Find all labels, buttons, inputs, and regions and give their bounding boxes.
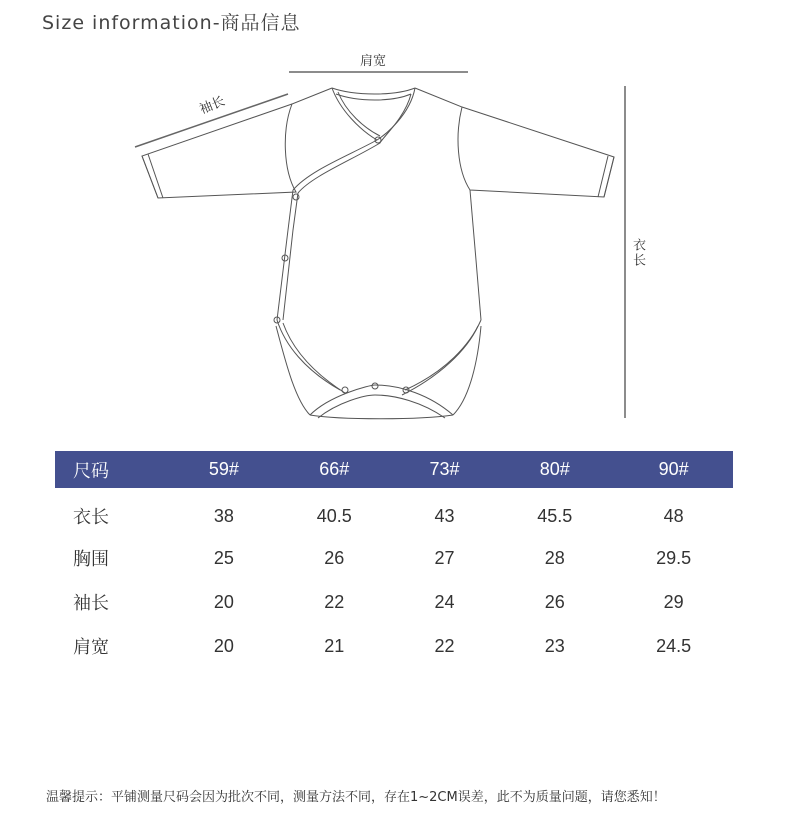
table-row (55, 488, 733, 536)
table-cell: 20 (213, 591, 234, 612)
table-cell: 29.5 (656, 547, 692, 568)
table-cell: 45.5 (537, 505, 573, 526)
row-label: 袖长 (73, 593, 109, 613)
table-cell: 23 (544, 635, 565, 656)
row-label: 衣长 (73, 507, 109, 527)
table-row (55, 536, 733, 580)
header-cell: 80# (539, 459, 570, 479)
table-cell: 20 (213, 635, 234, 656)
measurement-note: 温馨提示：平铺测量尺码会因为批次不同，测量方法不同，存在1~2CM误差，此不为质量问题，请您悉知！ (46, 790, 666, 805)
table-cell: 28 (544, 547, 565, 568)
size-table (55, 451, 733, 668)
table-cell: 25 (213, 547, 234, 568)
header-cell-size: 尺码 (73, 460, 109, 481)
table-cell: 26 (324, 547, 345, 568)
table-cell: 48 (663, 505, 684, 526)
table-row (55, 624, 733, 668)
table-cell: 26 (544, 591, 565, 612)
size-table-header (55, 451, 733, 488)
table-cell: 24.5 (656, 635, 692, 656)
sleeve-length-label: 袖长 (197, 93, 228, 118)
header-cell: 73# (429, 459, 460, 479)
bodysuit-diagram (0, 40, 790, 440)
table-cell: 22 (324, 591, 345, 612)
table-row (55, 580, 733, 624)
header-cell: 90# (658, 459, 689, 479)
row-label: 肩宽 (73, 637, 109, 657)
page-title: Size information-商品信息 (42, 12, 301, 34)
row-label: 胸围 (73, 549, 109, 569)
header-cell: 66# (319, 459, 350, 479)
table-cell: 22 (434, 635, 455, 656)
shoulder-width-label: 肩宽 (360, 54, 387, 69)
header-cell: 59# (208, 459, 239, 479)
table-cell: 38 (213, 505, 234, 526)
table-cell: 43 (434, 505, 455, 526)
table-cell: 29 (663, 591, 684, 612)
table-cell: 24 (434, 591, 455, 612)
table-cell: 21 (324, 635, 345, 656)
table-cell: 40.5 (316, 505, 352, 526)
table-cell: 27 (434, 547, 455, 568)
garment-length-label: 衣长 (630, 238, 645, 268)
